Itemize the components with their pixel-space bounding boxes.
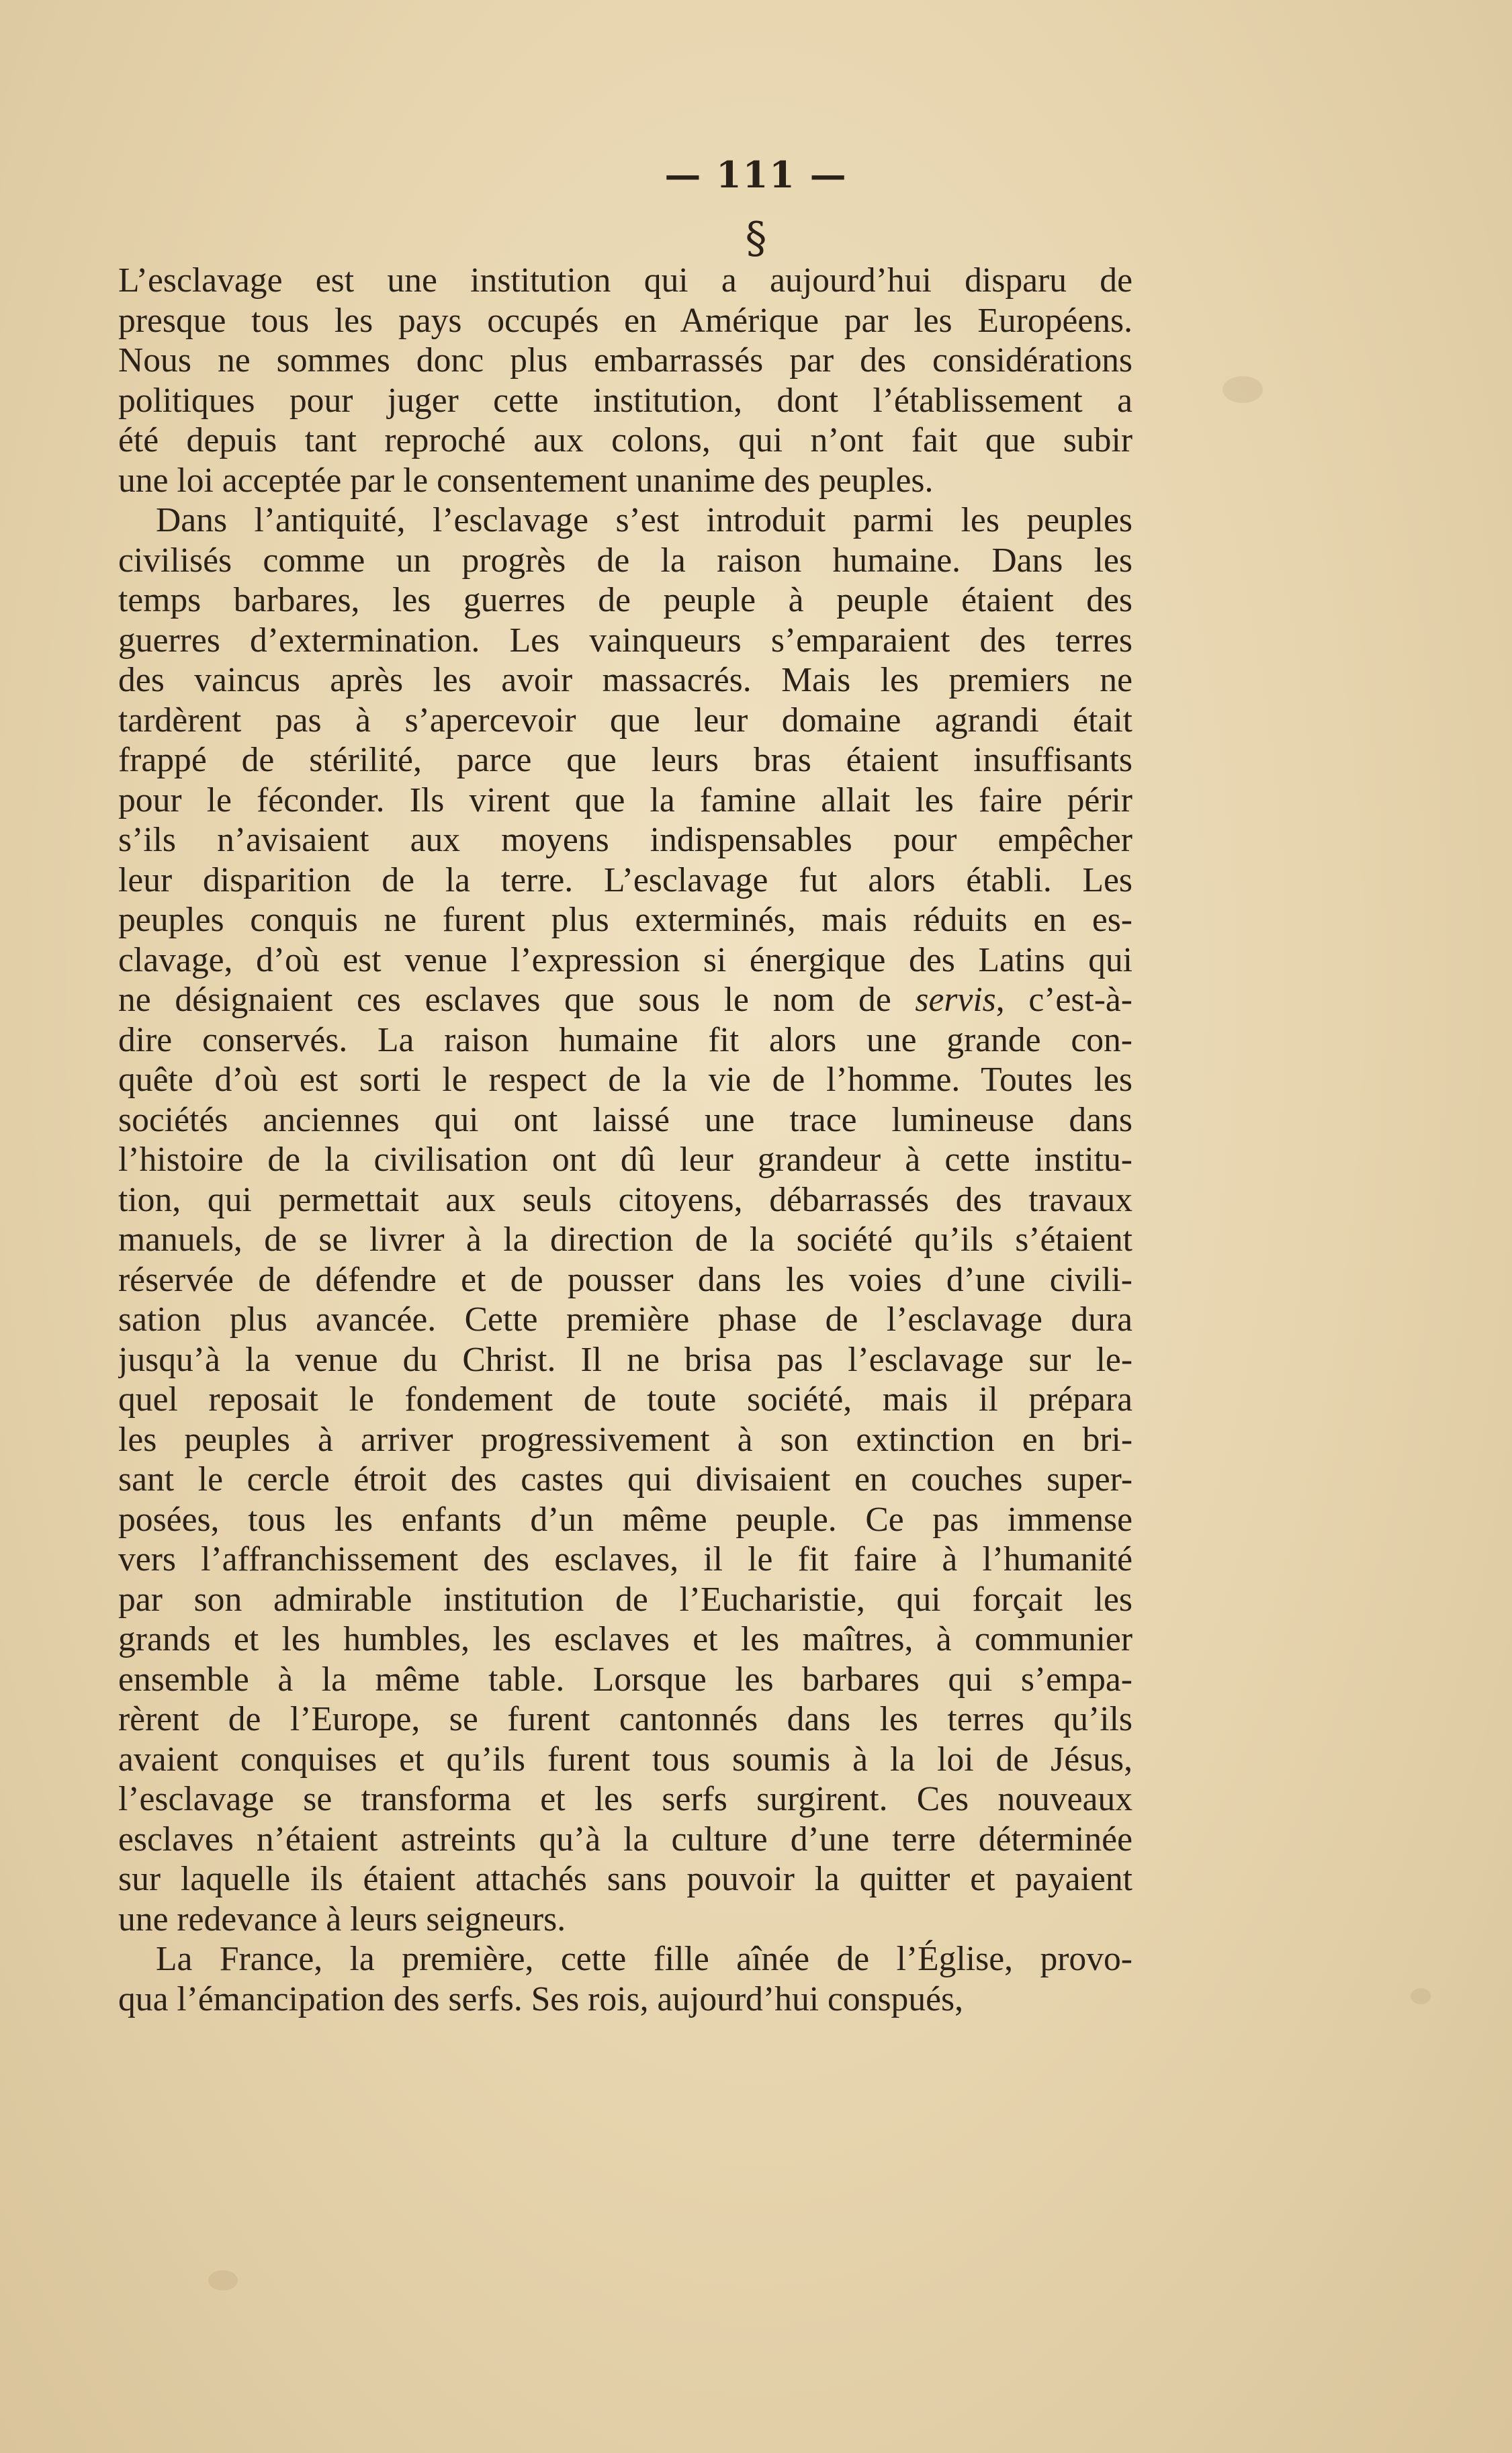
text-line: sation plus avancée. Cette première phase de l’esclavage dura (118, 1300, 1132, 1339)
text-line: La France, la première, cette fille aînée de l’Église, provo- (156, 1940, 1132, 1978)
text-line: une redevance à leurs seigneurs. (118, 1900, 566, 1938)
text-line: quel reposait le fondement de toute société, mais il prépara (118, 1380, 1132, 1419)
text-line: pour le féconder. Ils virent que la famine allait les faire périr (118, 780, 1132, 819)
page-number: — 111 — (664, 153, 848, 196)
text-line: dire conservés. La raison humaine fit alors une grande con- (118, 1020, 1132, 1059)
text-line: civilisés comme un progrès de la raison humaine. Dans les (118, 541, 1132, 580)
text-line: clavage, d’où est venue l’expression si énergique des Latins qui (118, 940, 1132, 979)
paper-stain (1222, 376, 1263, 403)
paragraph (118, 500, 1132, 1939)
text-line: jusqu’à la venue du Christ. Il ne brisa pas l’esclavage sur le- (118, 1340, 1132, 1379)
text-line: rèrent de l’Europe, se furent cantonnés dans les terres qu’ils (118, 1700, 1132, 1738)
text-line: manuels, de se livrer à la direction de la société qu’ils s’étaient (118, 1220, 1132, 1259)
text-line: sociétés anciennes qui ont laissé une trace lumineuse dans (118, 1100, 1132, 1139)
text-line: sant le cercle étroit des castes qui divisaient en couches super- (118, 1460, 1132, 1499)
text-line: Nous ne sommes donc plus embarrassés par des considérations (118, 341, 1132, 380)
text-line: réservée de défendre et de pousser dans les voies d’une civili- (118, 1260, 1132, 1299)
text-line: quête d’où est sorti le respect de la vie de l’homme. Toutes les (118, 1061, 1132, 1099)
paper-stain (1411, 1988, 1431, 2004)
text-line: L’esclavage est une institution qui a aujourd’hui disparu de (118, 261, 1132, 300)
text-line: qua l’émancipation des serfs. Ses rois, aujourd’hui conspués, (118, 1979, 964, 2018)
paragraph (118, 261, 1132, 500)
text-line: vers l’affranchissement des esclaves, il le fit faire à l’humanité (118, 1540, 1132, 1578)
section-mark: § (745, 214, 767, 263)
text-line: politiques pour juger cette institution, dont l’établissement a (118, 381, 1132, 420)
italic-word: servis (915, 981, 996, 1019)
text-line: guerres d’extermination. Les vainqueurs s’emparaient des terres (118, 621, 1132, 660)
text-line: l’esclavage se transforma et les serfs surgirent. Ces nouveaux (118, 1780, 1132, 1818)
text-line: avaient conquises et qu’ils furent tous soumis à la loi de Jésus, (118, 1740, 1132, 1779)
text-line: l’histoire de la civilisation ont dû leur grandeur à cette institu- (118, 1141, 1132, 1179)
text-line: été depuis tant reproché aux colons, qui n’ont fait que subir (118, 421, 1132, 459)
text-line: ensemble à la même table. Lorsque les barbares qui s’empa- (118, 1660, 1132, 1699)
paragraph (118, 1939, 1132, 2019)
text-line: frappé de stérilité, parce que leurs bras étaient insuffisants (118, 741, 1132, 779)
text-line: une loi acceptée par le consentement unanime des peuples. (118, 461, 934, 500)
text-line: esclaves n’étaient astreints qu’à la culture d’une terre déterminée (118, 1820, 1132, 1859)
text-line: peuples conquis ne furent plus exterminés, mais réduits en es- (118, 901, 1132, 939)
text-line: s’ils n’avisaient aux moyens indispensables pour empêcher (118, 821, 1132, 859)
text-line: tion, qui permettait aux seuls citoyens, débarrassés des travaux (118, 1180, 1132, 1219)
text-line: temps barbares, les guerres de peuple à peuple étaient des (118, 581, 1132, 619)
text-line: Dans l’antiquité, l’esclavage s’est introduit parmi les peuples (156, 501, 1132, 539)
text-line: posées, tous les enfants d’un même peuple. Ce pas immense (118, 1500, 1132, 1539)
text-line: des vaincus après les avoir massacrés. Mais les premiers ne (118, 661, 1132, 699)
text-line: par son admirable institution de l’Eucharistie, qui forçait les (118, 1580, 1132, 1619)
text-line: ne désignaient ces esclaves que sous le nom de servis, c’est-à- (118, 981, 1132, 1019)
text-line: presque tous les pays occupés en Amérique par les Européens. (118, 301, 1132, 340)
text-line: grands et les humbles, les esclaves et les maîtres, à communier (118, 1620, 1132, 1658)
text-line: les peuples à arriver progressivement à son extinction en bri- (118, 1420, 1132, 1459)
text-line: leur disparition de la terre. L’esclavage fut alors établi. Les (118, 860, 1132, 899)
text-line: tardèrent pas à s’apercevoir que leur domaine agrandi était (118, 701, 1132, 740)
body-text (118, 261, 1132, 2019)
paper-stain (208, 2270, 238, 2290)
text-line: sur laquelle ils étaient attachés sans pouvoir la quitter et payaient (118, 1860, 1132, 1898)
